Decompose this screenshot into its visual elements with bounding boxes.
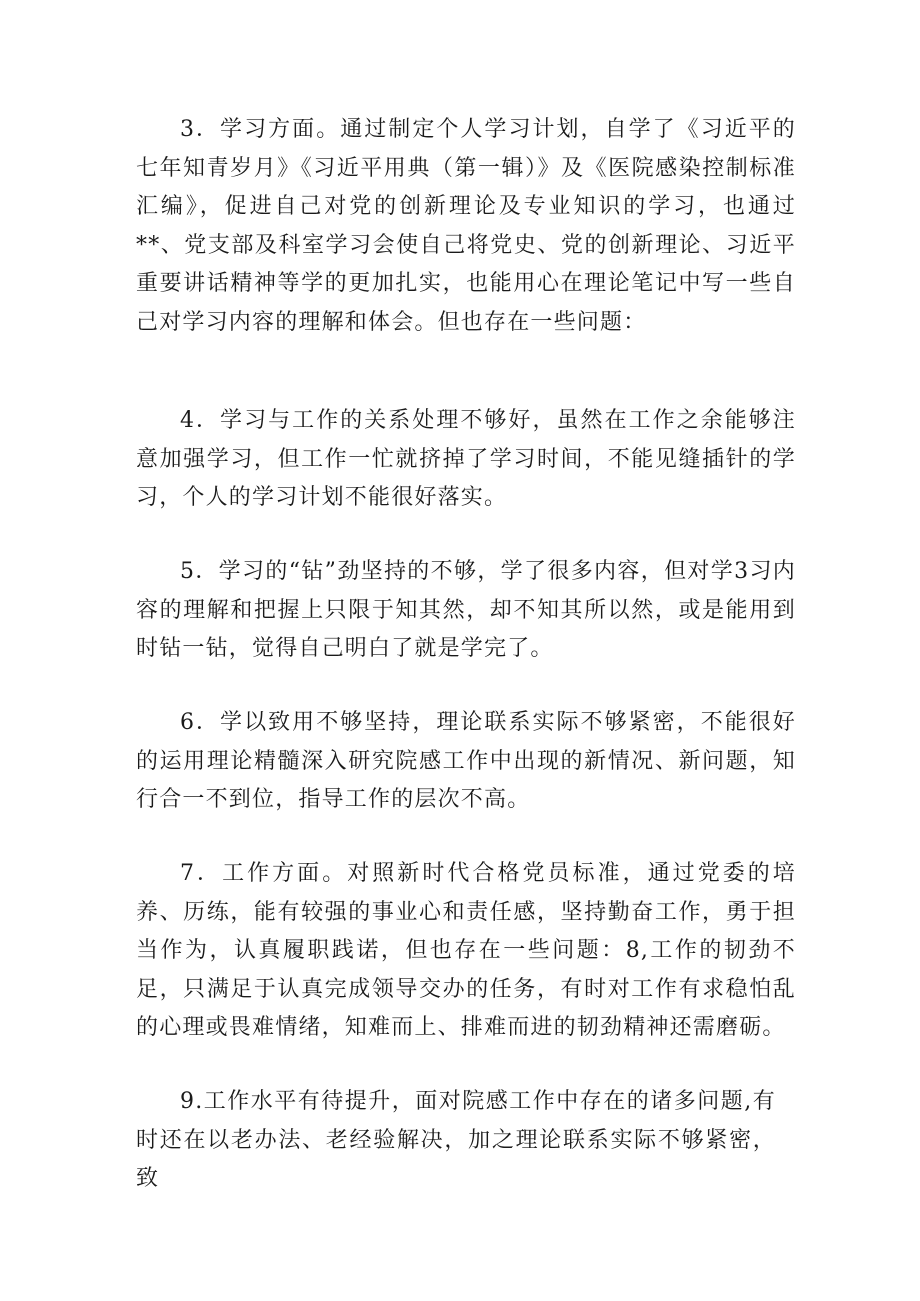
paragraph-6-apply-learning: 6．学以致用不够坚持，理论联系实际不够紧密，不能很好的运用理论精髓深入研究院感工作中出现的新情况、新问题，知行合一不到位，指导工作的层次不高。 (136, 710, 796, 812)
paragraph-3-study: 3．学习方面。通过制定个人学习计划，自学了《习近平的七年知青岁月》《习近平用典（第一辑）》及《医院感染控制标准汇编》，促进自己对党的创新理论及专业知识的学习，也通过**、党支部及科室学习会使自己将党史、党的创新理论、习近平重要讲话精神等学的更加扎实，也能用心在理论笔记中写一些自己对学习内容的理解和体会。但也存在一些问题： (136, 117, 796, 335)
paragraph-9-work-level: 9.工作水平有待提升，面对院感工作中存在的诸多问题,有时还在以老办法、老经验解决，加之理论联系实际不够紧密，致 (136, 1089, 776, 1191)
paragraph-4-study-work-balance: 4．学习与工作的关系处理不够好，虽然在工作之余能够注意加强学习，但工作一忙就挤掉了学习时间，不能见缝插针的学习，个人的学习计划不能很好落实。 (136, 408, 796, 510)
paragraph-7-work: 7．工作方面。对照新时代合格党员标准，通过党委的培养、历练，能有较强的事业心和责任感，坚持勤奋工作，勇于担当作为，认真履职践诺，但也存在一些问题：8,工作的韧劲不足，只满足于认真完成领导交办的任务，有时对工作有求稳怕乱的心理或畏难情绪，知难而上、排难而进的韧劲精神还需磨砺。 (136, 861, 796, 1040)
paragraph-5-study-depth: 5．学习的“钻”劲坚持的不够，学了很多内容，但对学3习内容的理解和把握上只限于知其然，却不知其所以然，或是能用到时钻一钻，觉得自己明白了就是学完了。 (136, 559, 796, 661)
